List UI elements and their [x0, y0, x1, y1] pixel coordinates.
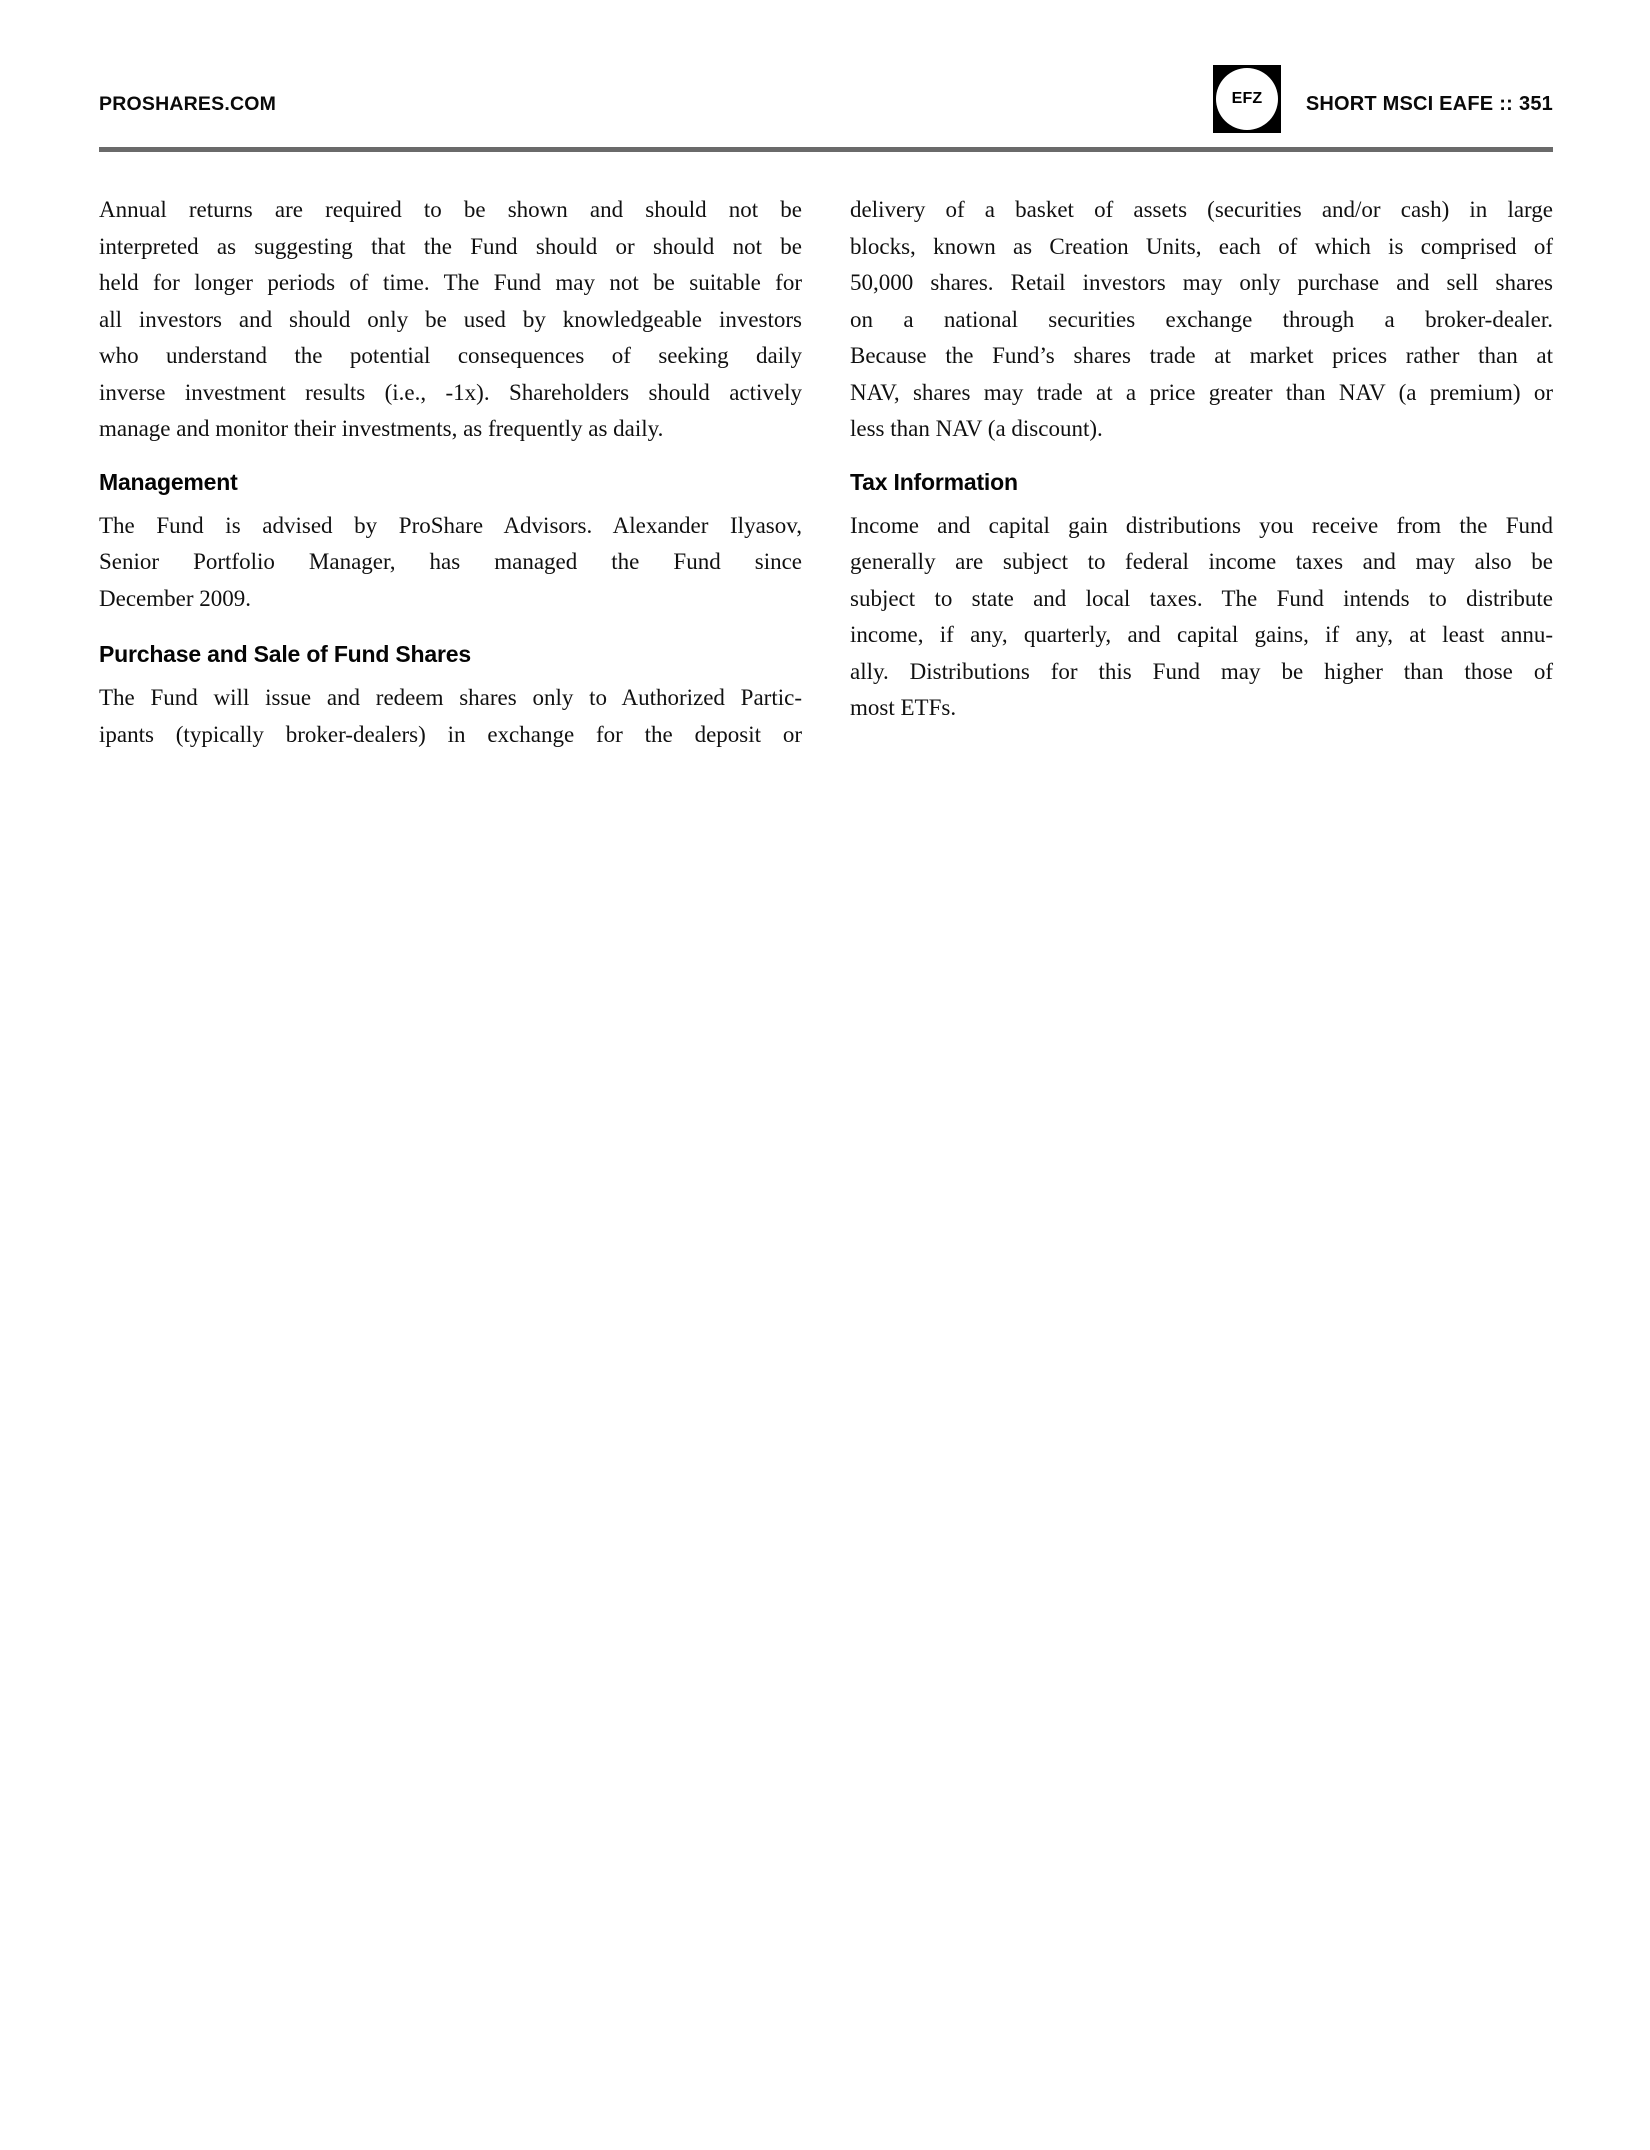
text-line: delivery of a basket of assets (securities and/or cash) in large [850, 197, 1553, 222]
text-line: 50,000 shares. Retail investors may only purchase and sell shares [850, 270, 1553, 295]
text-line: Annual returns are required to be shown and should not be [99, 197, 802, 222]
text-line: ally. Distributions for this Fund may be higher than those of [850, 658, 1553, 684]
text-line: who understand the potential consequences of seeking daily [99, 343, 802, 368]
purchase-and-sale-heading: Purchase and Sale of Fund Shares [99, 641, 471, 667]
ticker-logo-circle [1216, 68, 1278, 130]
text-line: interpreted as suggesting that the Fund should or should not be [99, 233, 802, 259]
text-line: most ETFs. [850, 695, 957, 720]
text-line: subject to state and local taxes. The Fund intends to distribute [850, 585, 1553, 611]
tax-information-heading: Tax Information [850, 468, 1018, 495]
intro-paragraph [99, 192, 802, 448]
right-column [850, 192, 1553, 753]
page-header [99, 0, 1553, 152]
text-line: NAV, shares may trade at a price greater than NAV (a premium) or [850, 379, 1553, 405]
left-column [99, 192, 802, 753]
text-line: The Fund is advised by ProShare Advisors. Alexander Ilyasov, [99, 512, 802, 538]
text-line: manage and monitor their investments, as frequently as daily. [99, 416, 664, 441]
text-line: The Fund will issue and redeem shares only to Authorized Partic- [99, 685, 802, 710]
fund-title-separator: :: [1499, 93, 1514, 115]
text-line: December 2009. [99, 585, 251, 611]
purchase-and-sale-paragraph [99, 680, 802, 753]
text-line: blocks, known as Creation Units, each of which is comprised of [850, 233, 1553, 259]
text-line: inverse investment results (i.e., -1x). Shareholders should actively [99, 379, 802, 405]
page-number: 351 [1519, 93, 1553, 115]
fund-title [1306, 93, 1553, 116]
two-column-body [99, 192, 1553, 753]
text-line: ipants (typically broker-dealers) in exchange for the deposit or [99, 721, 802, 747]
text-line: on a national securities exchange through a broker-dealer. [850, 306, 1553, 332]
text-line: Because the Fund’s shares trade at market prices rather than at [850, 343, 1553, 368]
text-line: held for longer periods of time. The Fund may not be suitable for [99, 270, 802, 295]
management-paragraph [99, 508, 802, 618]
tax-information-paragraph [850, 508, 1553, 727]
management-heading: Management [99, 468, 238, 495]
text-line: income, if any, quarterly, and capital gains, if any, at least annu- [850, 622, 1553, 647]
text-line: all investors and should only be used by knowledgeable investors [99, 306, 802, 332]
continuation-paragraph [850, 192, 1553, 448]
site-url-label: PROSHARES.COM [99, 93, 277, 115]
fund-name-label: SHORT MSCI EAFE [1305, 93, 1494, 115]
text-line: less than NAV (a discount). [850, 416, 1103, 441]
ticker-symbol-label: EFZ [1231, 90, 1263, 107]
text-line: generally are subject to federal income taxes and may also be [850, 549, 1553, 574]
text-line: Senior Portfolio Manager, has managed the Fund since [99, 549, 802, 574]
text-line: Income and capital gain distributions you receive from the Fund [850, 512, 1553, 538]
ticker-logo [1213, 65, 1281, 133]
